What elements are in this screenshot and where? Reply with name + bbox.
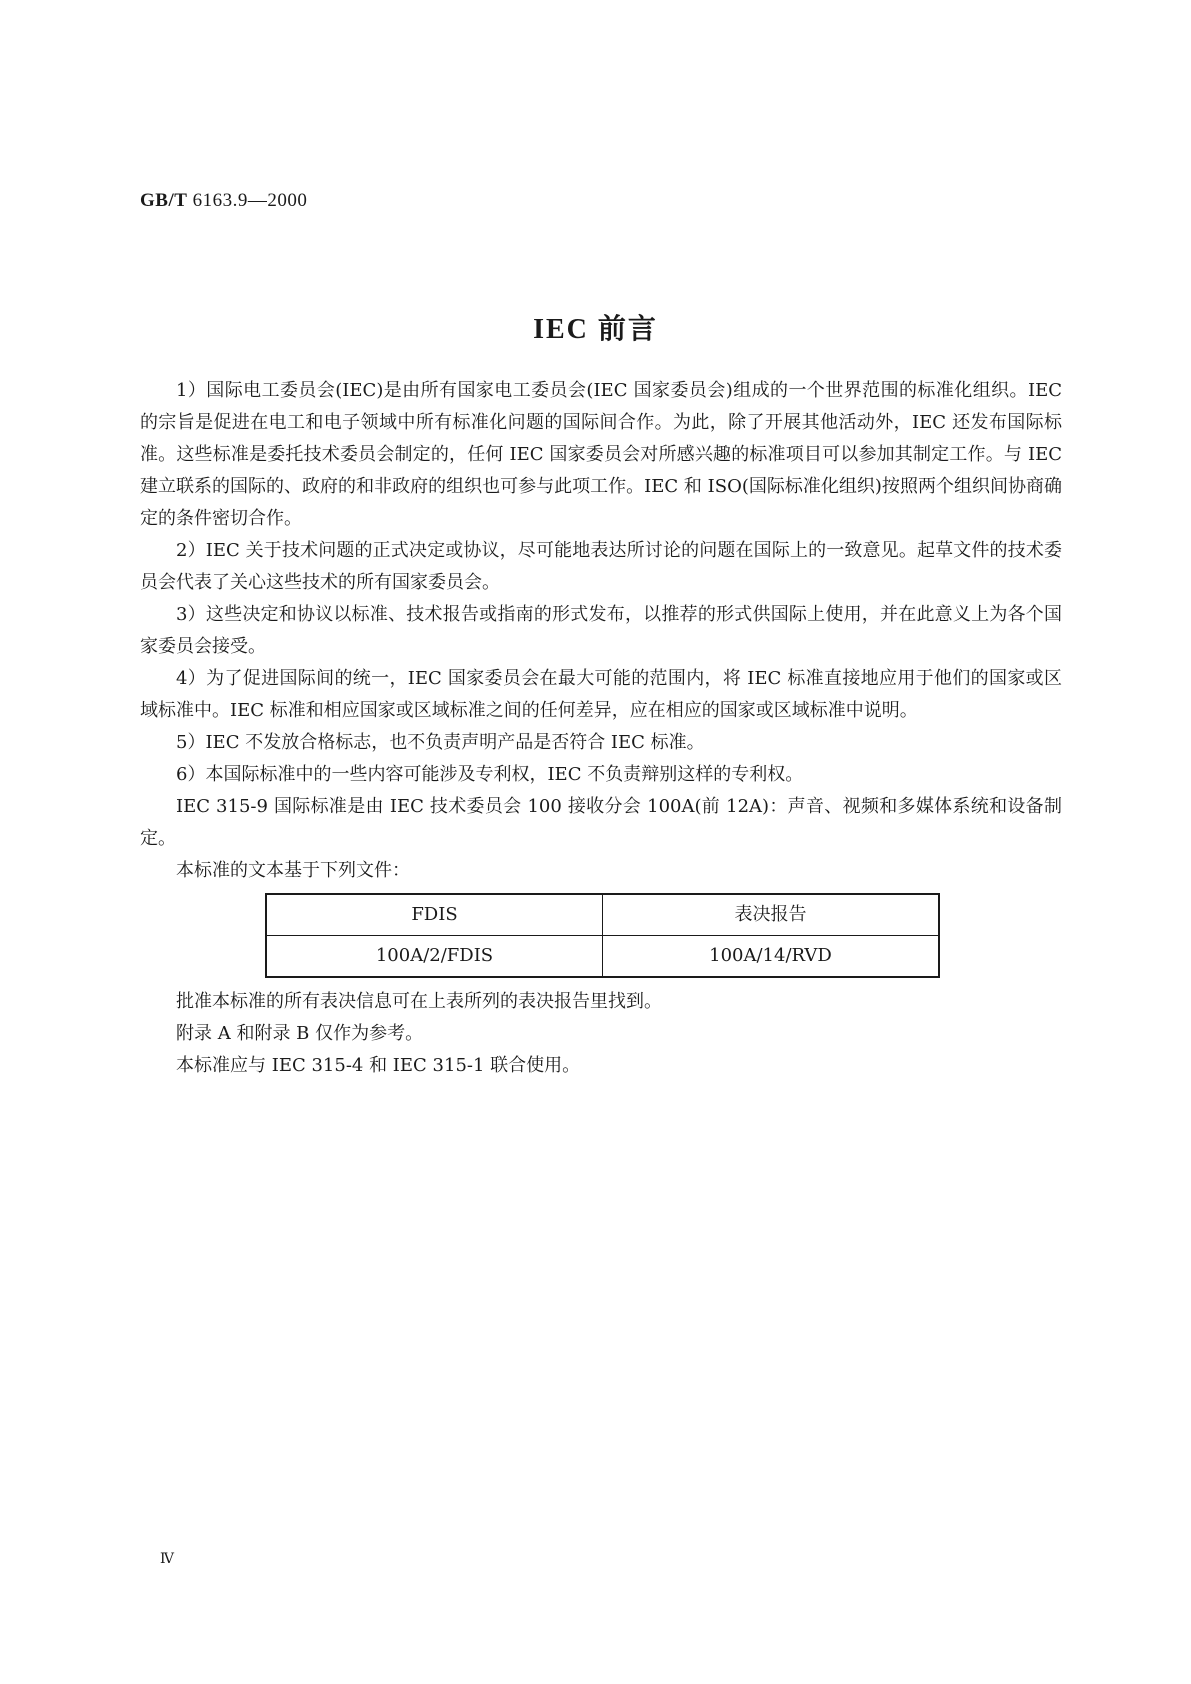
paragraph-11: 本标准应与 IEC 315-4 和 IEC 315-1 联合使用。 [176,1055,581,1076]
table-row [266,936,939,978]
page-title: IEC 前言 [533,314,658,345]
table-header-row [266,894,939,936]
paragraph-6: 6）本国际标准中的一些内容可能涉及专利权，IEC 不负责辩别这样的专利权。 [176,764,804,785]
table-cell-rvd: 100A/14/RVD [603,936,940,978]
table-cell-fdis: 100A/2/FDIS [266,936,603,978]
page-number: Ⅳ [160,1552,174,1567]
paragraph-8: 本标准的文本基于下列文件： [176,860,410,881]
paragraph-1: 1）国际电工委员会(IEC)是由所有国家电工委员会(IEC 国家委员会)组成的一个世界范围的标准化组织。IEC 的宗旨是促进在电工和电子领域中所有标准化问题的国际间合作。为此，除了开展其他活动外，IEC 还发布国际标准。这些标准是委托技术委员会制定的，任何 IEC 国家委员会对所感兴趣的标准项目可以参加其制定工作。与 IEC 建立联系的国际的、政府的和非政府的组织也可参与此项工作。IEC 和 ISO(国际标准化组织)按照两个组织间协商确定的条件密切合作。 [140,380,1062,529]
doc-number: 6163.9—2000 [187,190,308,211]
paragraph-3: 3）这些决定和协议以标准、技术报告或指南的形式发布，以推荐的形式供国际上使用，并在此意义上为各个国家委员会接受。 [140,604,1062,657]
table-header-fdis: FDIS [266,894,603,936]
paragraph-5: 5）IEC 不发放合格标志，也不负责声明产品是否符合 IEC 标准。 [176,732,705,753]
paragraph-2: 2）IEC 关于技术问题的正式决定或协议，尽可能地表达所讨论的问题在国际上的一致意见。起草文件的技术委员会代表了关心这些技术的所有国家委员会。 [140,540,1062,593]
paragraph-9: 批准本标准的所有表决信息可在上表所列的表决报告里找到。 [176,991,662,1012]
document-body [140,375,1062,1082]
doc-prefix: GB/T [140,190,188,211]
document-table [265,893,940,978]
table-header-vote-report: 表决报告 [603,894,940,936]
paragraph-4: 4）为了促进国际间的统一，IEC 国家委员会在最大可能的范围内，将 IEC 标准直接地应用于他们的国家或区域标准中。IEC 标准和相应国家或区域标准之间的任何差异，应在相应的国家或区域标准中说明。 [140,668,1062,721]
paragraph-10: 附录 A 和附录 B 仅作为参考。 [176,1023,424,1044]
paragraph-7: IEC 315-9 国际标准是由 IEC 技术委员会 100 接收分会 100A(前 12A)：声音、视频和多媒体系统和设备制定。 [140,796,1062,849]
document-code [140,190,307,212]
